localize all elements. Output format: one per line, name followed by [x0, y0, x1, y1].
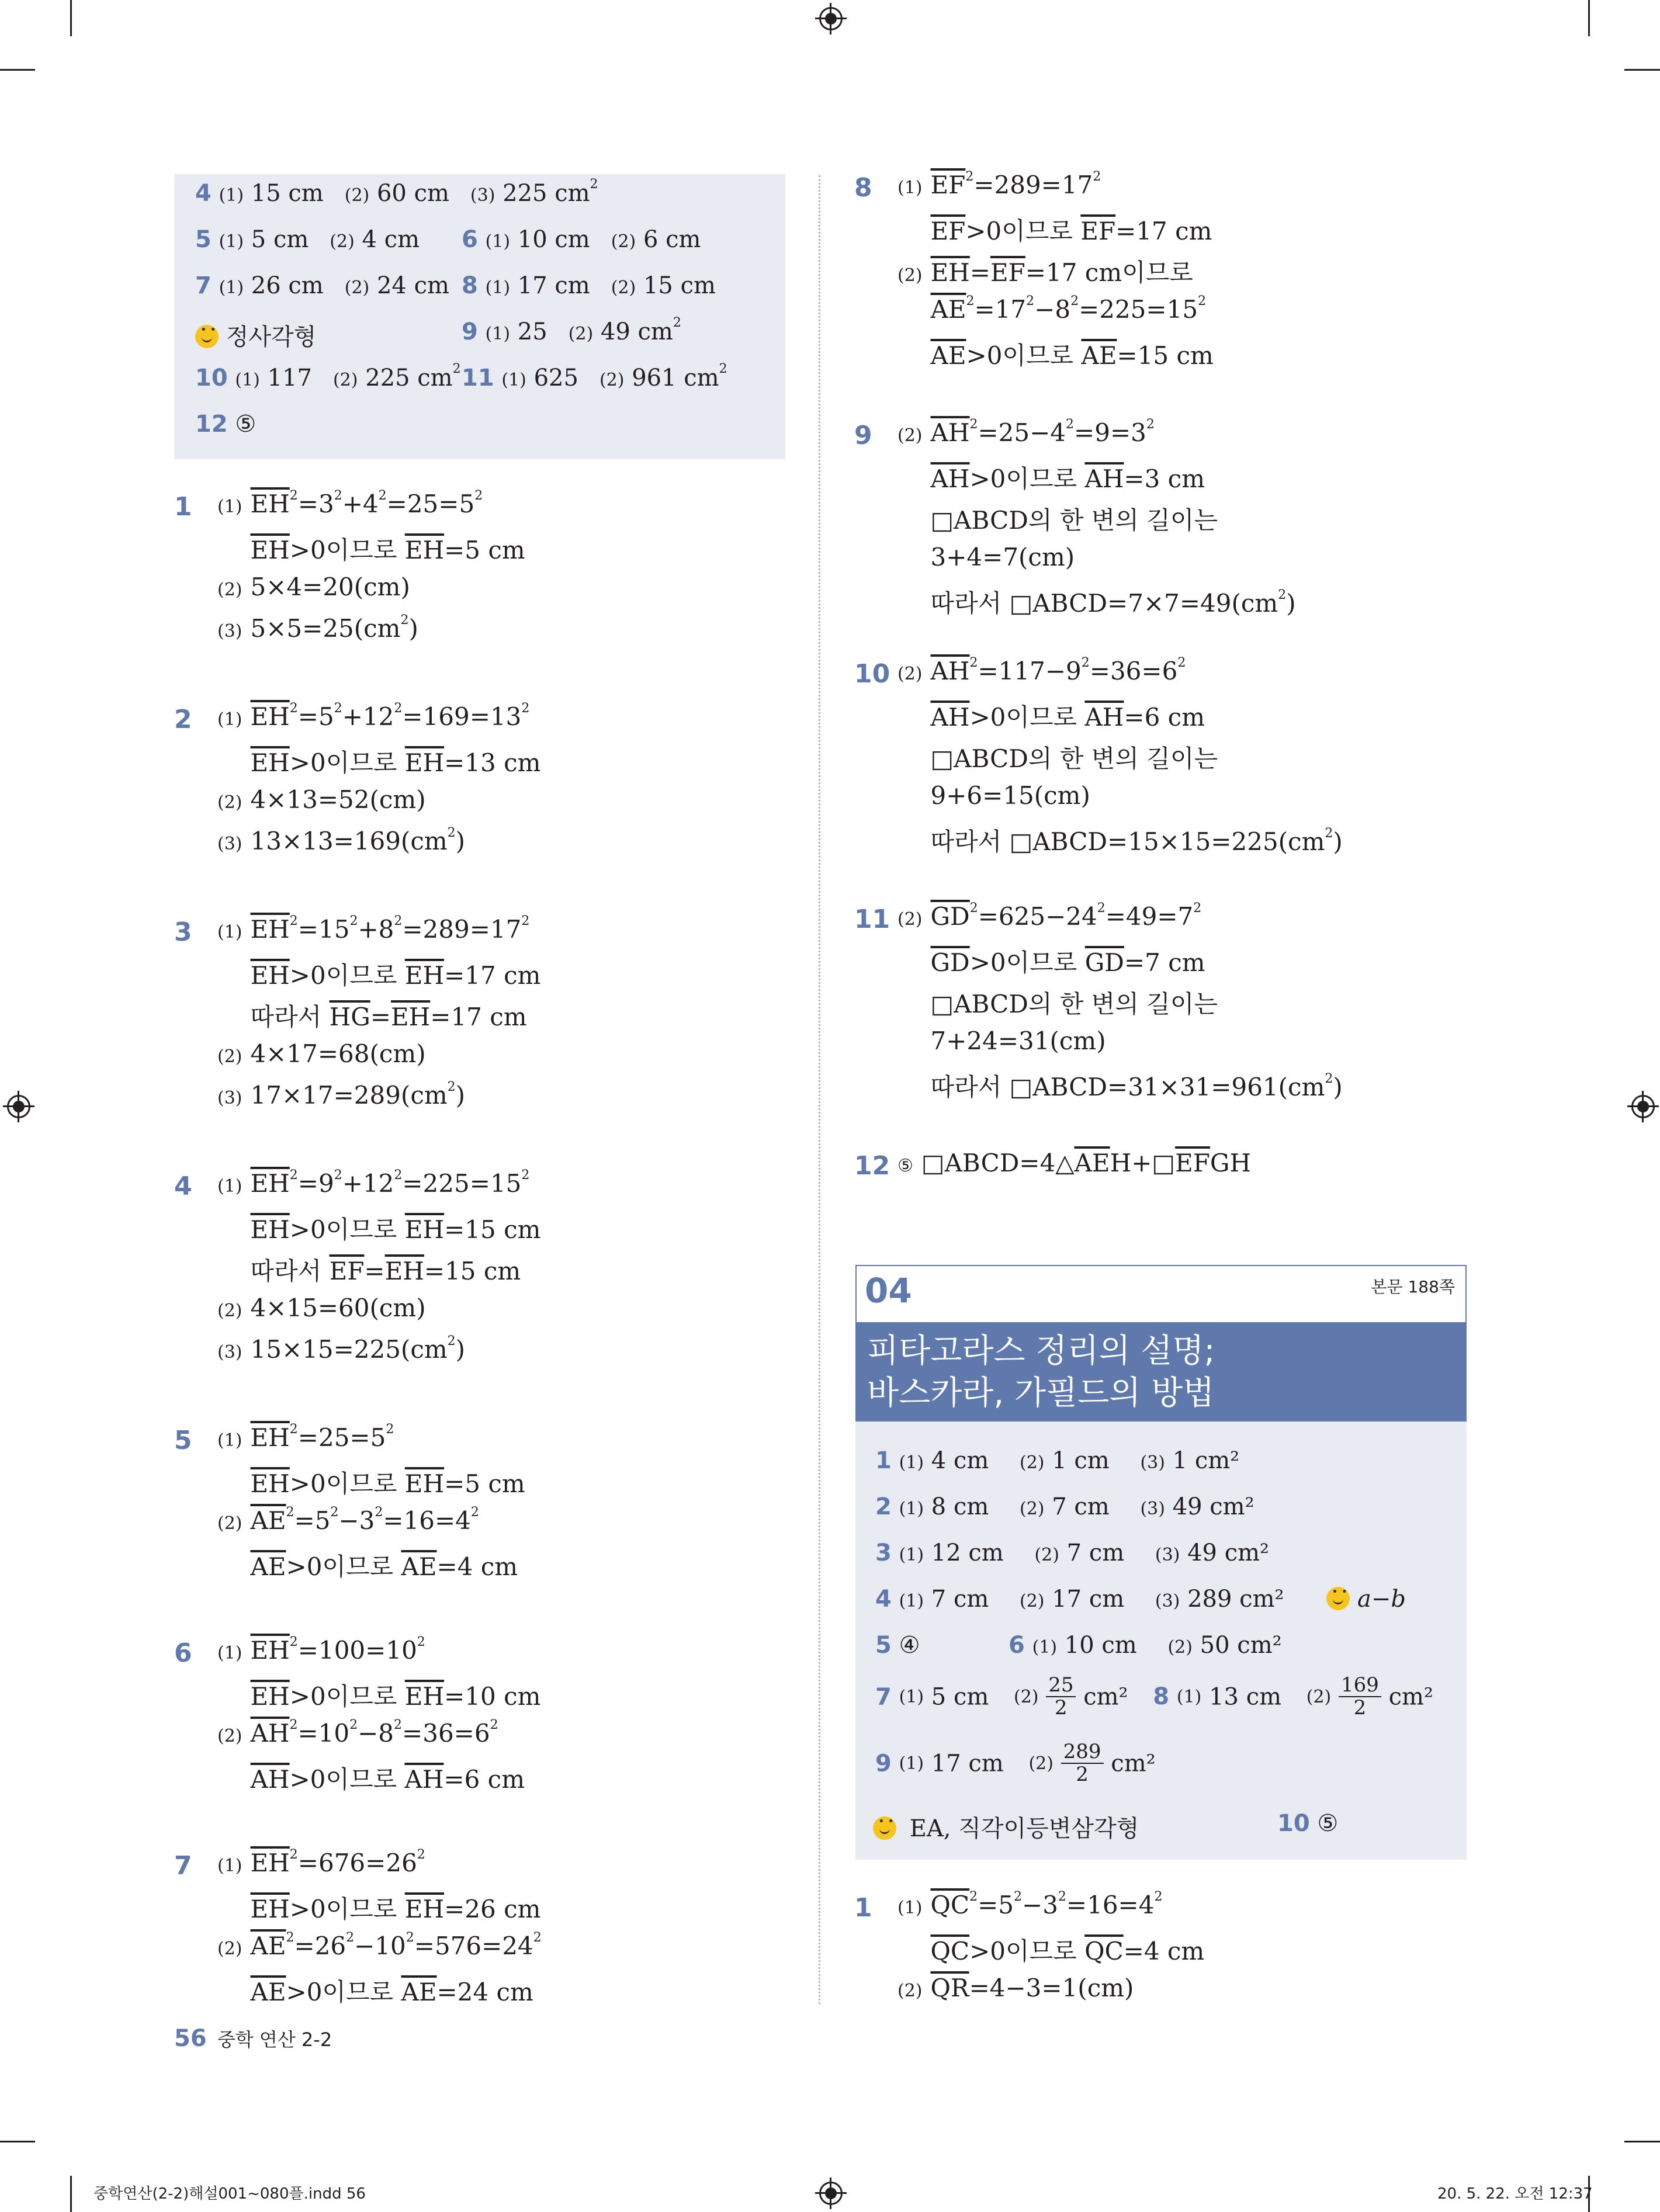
summary-row: 5 (1) 5 cm (2) 4 cm — [195, 226, 420, 253]
solution-text: 5×4=20(cm) — [250, 573, 410, 601]
solution-text: $\overline{AH}^2=25-4^2=9=3^2$ — [930, 417, 1155, 447]
solution-line — [897, 740, 1218, 775]
solution-text: $\overline{EH}=\overline{EF}=17$ cm이므로 — [930, 258, 1193, 287]
part-label: (2) — [897, 664, 923, 684]
crop-mark — [1624, 2141, 1660, 2142]
question-number: 2 — [875, 1493, 892, 1520]
question-number: 12 — [854, 1151, 890, 1181]
answer: 4 cm — [931, 1447, 989, 1474]
solution-line — [217, 1039, 426, 1068]
solution-text: □ABCD의 한 변의 길이는 — [930, 990, 1218, 1018]
solution-line — [217, 1169, 529, 1198]
answer: 6 cm — [643, 226, 701, 253]
question-number: 9 — [462, 318, 478, 345]
part-label: (2) — [217, 1301, 242, 1321]
part-label: (3) — [217, 1342, 242, 1362]
solution-text: 4×13=52(cm) — [250, 785, 426, 814]
solution-text: □ABCD의 한 변의 길이는 — [930, 506, 1218, 535]
summary-row: 6 (1) 10 cm (2) 6 cm — [462, 226, 701, 253]
solution-text: $\overline{EF}>0$이므로 $\overline{EF}=17$ cm — [930, 217, 1212, 245]
summary-row: 4 (1) 7 cm (2) 17 cm (3) 289 cm² • • a−b — [875, 1586, 1406, 1613]
section-number: 04 — [865, 1271, 912, 1310]
summary-row: 7 (1) 5 cm (2) $\frac{25}{2}$ cm² 8 (1) 13 cm (2) $\frac{169}{2}$ cm² — [875, 1673, 1433, 1720]
answer: 117 — [267, 365, 312, 391]
question-number: 12 — [195, 411, 228, 438]
part-label: (1) — [217, 1176, 242, 1197]
answer: 225 $cm^2$ — [365, 362, 461, 391]
answer: 17 cm — [931, 1750, 1004, 1777]
part-label: (2) — [897, 1981, 923, 2001]
crop-mark — [1588, 0, 1590, 36]
part-label: (1) — [217, 709, 242, 730]
solution-line — [897, 501, 1218, 536]
print-file-name: 중학연산(2-2)해설001~080플.indd 56 — [93, 2185, 366, 2203]
answer: 7 cm — [1052, 1493, 1110, 1520]
question-number: 3 — [875, 1540, 892, 1566]
part-label: (2) — [897, 265, 923, 286]
question-number: 9 — [854, 421, 872, 450]
fraction: $\frac{289}{2}$ — [1061, 1741, 1104, 1786]
part-label: (2) — [217, 1939, 242, 1959]
question-number: 10 — [854, 659, 890, 689]
solution-line — [897, 698, 1205, 733]
answer: 5 cm — [251, 226, 309, 253]
answer: 정사각형 — [226, 324, 317, 351]
solution-text: $\overline{EH}>0$이므로 $\overline{EH}=10$ cm — [250, 1682, 541, 1711]
solution-text: 따라서 $\overline{EF}=\overline{EH}=15$ cm — [250, 1257, 521, 1285]
solution-text: $\overline{EH}^2=25=5^2$ — [250, 1422, 394, 1452]
answer: 625 — [533, 365, 578, 391]
solution-line — [897, 1149, 1251, 1177]
unit: cm² — [1388, 1683, 1433, 1711]
solution-text: $\overline{AH}^2=10^2-8^2=36=6^2$ — [250, 1718, 498, 1748]
solution-line — [897, 418, 1155, 447]
solution-line — [217, 744, 540, 779]
solution-text: 7+24=31(cm) — [930, 1027, 1106, 1055]
answer: 1 cm — [1052, 1447, 1110, 1474]
part-label: (1) — [217, 1430, 242, 1451]
solution-text: $\overline{AH}^2=117-9^2=36=6^2$ — [930, 656, 1186, 685]
section-title-line: 바스카라, 가필드의 방법 — [867, 1374, 1215, 1412]
question-number: 10 — [1277, 1810, 1310, 1837]
solution-line — [897, 295, 1206, 324]
solution-line — [217, 1335, 465, 1364]
part-label: (3) — [217, 834, 242, 854]
section-page-reference: 본문 188쪽 — [1371, 1277, 1455, 1296]
registration-mark-icon — [1631, 1095, 1655, 1118]
solution-line — [217, 1548, 518, 1583]
solution-text: $\overline{AE}>0$이므로 $\overline{AE}=15$ cm — [930, 341, 1214, 370]
solution-text: 9+6=15(cm) — [930, 781, 1090, 810]
solution-text: □ABCD의 한 변의 길이는 — [930, 744, 1218, 773]
solution-line — [217, 1760, 525, 1795]
question-number: 4 — [875, 1586, 892, 1613]
solution-line — [897, 337, 1214, 372]
section-header — [855, 1265, 1467, 1323]
part-label: (1) — [897, 178, 923, 198]
solution-line — [217, 1636, 425, 1665]
summary-row: 9 (1) 25 (2) 49 $cm^2$ — [462, 315, 681, 345]
question-number: 3 — [174, 917, 192, 947]
registration-mark-icon — [819, 7, 843, 30]
solution-text: $\overline{EH}>0$이므로 $\overline{EH}=15$ cm — [250, 1215, 541, 1244]
solution-text: $\overline{EH}>0$이므로 $\overline{EH}=26$ cm — [250, 1895, 541, 1923]
summary-row — [1277, 1810, 1338, 1837]
solution-text: $\overline{GD}>0$이므로 $\overline{GD}=7$ cm — [930, 948, 1205, 977]
part-label: (2) — [217, 1513, 242, 1534]
unit: cm² — [1083, 1683, 1128, 1711]
answer: 12 cm — [931, 1540, 1004, 1566]
answer: 49 cm² — [1187, 1540, 1270, 1566]
solution-line — [897, 985, 1218, 1020]
answer: 24 cm — [376, 272, 449, 299]
question-number: 7 — [174, 1851, 192, 1881]
registration-mark-icon — [7, 1095, 30, 1118]
part-label: (2) — [217, 792, 242, 813]
part-label: (3) — [217, 621, 242, 642]
solution-text: $\overline{QC}>0$이므로 $\overline{QC}=4$ cm — [930, 1937, 1205, 1965]
summary-row — [195, 411, 256, 438]
crop-mark — [0, 69, 35, 71]
solution-text: $\overline{EH}^2=9^2+12^2=225=15^2$ — [250, 1168, 530, 1198]
summary-row: 6 (1) 10 cm (2) 50 cm² — [1009, 1632, 1282, 1659]
question-number: 11 — [854, 904, 890, 934]
answer-summary-box — [174, 174, 785, 459]
answer: ⑤ — [235, 411, 257, 438]
solution-text: $\overline{AE}>0$이므로 $\overline{AE}=24$ cm — [250, 1978, 533, 2006]
part-label: (2) — [897, 909, 923, 930]
crop-mark — [0, 2141, 35, 2142]
solution-line — [217, 1252, 521, 1287]
solution-text: $\overline{AE}^2=26^2-10^2=576=24^2$ — [250, 1930, 542, 1960]
part-label: (2) — [217, 1046, 242, 1067]
solution-text: $17\times 17=289(cm^2)$ — [250, 1080, 466, 1110]
solution-text: 4×15=60(cm) — [250, 1294, 426, 1322]
solution-line — [897, 1891, 1162, 1919]
section-title-line: 피타고라스 정리의 설명; — [867, 1332, 1215, 1370]
answer: 49 cm² — [1172, 1493, 1254, 1520]
question-number: 1 — [854, 1893, 872, 1923]
solution-text: $\overline{EH}>0$이므로 $\overline{EH}=5$ cm — [250, 1469, 525, 1498]
smile-icon — [873, 1816, 896, 1840]
solution-line — [217, 1506, 479, 1535]
solution-text: $\overline{EH}^2=5^2+12^2=169=13^2$ — [250, 701, 530, 731]
answer: 4 cm — [362, 226, 420, 253]
solution-line — [897, 1932, 1204, 1967]
solution-text: 따라서 $\overline{HG}=\overline{EH}=17$ cm — [250, 1003, 527, 1031]
solution-line — [217, 998, 527, 1033]
solution-text: $\overline{QR}=4-3=1(cm)$ — [930, 1974, 1134, 2002]
part-label: ⑤ — [897, 1156, 913, 1176]
smile-icon — [195, 325, 219, 348]
solution-text: $\overline{AH}>0$이므로 $\overline{AH}=6$ cm — [930, 703, 1205, 731]
solution-line — [217, 1719, 498, 1748]
solution-text: $\overline{EH}>0$이므로 $\overline{EH}=5$ cm — [250, 536, 525, 564]
part-label: (3) — [217, 1088, 242, 1108]
part-label: (1) — [897, 1898, 923, 1918]
solution-line — [217, 573, 410, 601]
question-number: 5 — [875, 1632, 892, 1659]
crop-mark — [70, 0, 72, 36]
solution-text: $\overline{AH}>0$이므로 $\overline{AH}=6$ cm — [250, 1765, 525, 1794]
solution-line — [897, 1027, 1106, 1055]
answer: 25 — [517, 318, 547, 345]
answer: 26 cm — [251, 272, 324, 299]
solution-line — [217, 1677, 540, 1712]
solution-text: $\overline{QC}^2=5^2-3^2=16=4^2$ — [930, 1889, 1163, 1919]
solution-line — [897, 584, 1296, 619]
question-number: 1 — [174, 492, 192, 522]
smile-icon — [1326, 1587, 1350, 1610]
question-number: 4 — [174, 1171, 192, 1201]
crop-mark — [70, 2176, 72, 2212]
answer: ⑤ — [1317, 1810, 1339, 1837]
solution-line — [217, 490, 483, 518]
part-label: (2) — [217, 1726, 242, 1746]
solution-text: $\overline{AE}^2=5^2-3^2=16=4^2$ — [250, 1505, 479, 1535]
question-number: 5 — [195, 226, 212, 253]
solution-line — [897, 1974, 1134, 2002]
answer: 13 cm — [1209, 1683, 1282, 1711]
solution-line — [897, 781, 1090, 810]
question-number: 7 — [195, 272, 212, 299]
crop-mark — [1624, 69, 1660, 71]
solution-line — [217, 956, 540, 991]
answer: 961 $cm^2$ — [632, 362, 727, 391]
solution-text: $\overline{AH}>0$이므로 $\overline{AH}=3$ cm — [930, 464, 1205, 493]
solution-text: 3+4=7(cm) — [930, 543, 1075, 571]
solution-text: $\overline{EH}^2=3^2+4^2=25=5^2$ — [250, 488, 483, 518]
question-number: 8 — [1153, 1683, 1170, 1711]
solution-line — [217, 1890, 540, 1925]
answer: 50 cm² — [1200, 1632, 1282, 1659]
solution-line — [897, 1068, 1343, 1103]
solution-line — [217, 1081, 465, 1110]
solution-line — [217, 614, 418, 643]
registration-mark-icon — [819, 2182, 843, 2205]
page-number: 56 — [174, 2025, 207, 2052]
summary-row: 3 (1) 12 cm (2) 7 cm (3) 49 cm² — [875, 1540, 1270, 1566]
solution-text: $13\times 13=169(cm^2)$ — [250, 826, 466, 855]
answer: 17 cm — [1052, 1586, 1125, 1613]
solution-text: 따라서 $□ABCD=7\times 7=49(cm^2)$ — [930, 588, 1296, 618]
solution-line — [217, 1423, 394, 1452]
summary-row: 4 (1) 15 cm (2) 60 cm (3) 225 $cm^2$ — [195, 177, 598, 207]
answer: 5 cm — [931, 1683, 989, 1711]
page-footer — [174, 2025, 332, 2052]
question-number: 5 — [174, 1426, 192, 1455]
part-label: (1) — [217, 497, 242, 517]
summary-row: 7 (1) 26 cm (2) 24 cm — [195, 272, 449, 299]
solution-line — [217, 1211, 540, 1246]
solution-text: $\overline{EH}^2=676=26^2$ — [250, 1847, 425, 1877]
solution-line — [217, 702, 529, 731]
print-date: 20. 5. 22. 오전 12:37 — [1437, 2185, 1593, 2203]
question-number: 8 — [854, 173, 872, 203]
answer: EA, 직각이등변삼각형 — [909, 1815, 1139, 1842]
summary-row: 11 (1) 625 (2) 961 $cm^2$ — [462, 362, 727, 391]
solution-text: $15\times 15=225(cm^2)$ — [250, 1334, 466, 1364]
answer: 1 cm² — [1172, 1447, 1240, 1474]
solution-line — [897, 460, 1205, 495]
column-divider — [819, 175, 820, 2004]
answer: 7 cm — [931, 1586, 989, 1613]
solution-line — [897, 944, 1205, 979]
question-number: 9 — [875, 1750, 892, 1777]
solution-text: $\overline{EH}>0$이므로 $\overline{EH}=13$ cm — [250, 748, 541, 777]
solution-text: 4×17=68(cm) — [250, 1039, 426, 1068]
question-number: 4 — [195, 180, 212, 207]
solution-text: $\overline{GD}^2=625-24^2=49=7^2$ — [930, 901, 1202, 931]
book-title: 중학 연산 2-2 — [217, 2029, 332, 2051]
solution-line — [217, 1294, 426, 1322]
summary-row — [875, 1632, 920, 1659]
solution-text: $\overline{EF}^2=289=17^2$ — [930, 169, 1101, 199]
solution-text: $□ABCD=4\triangle\overline{AE}H+□\overline{EF}GH$ — [921, 1149, 1252, 1177]
solution-line — [217, 1932, 542, 1960]
question-number: 2 — [174, 705, 192, 734]
solution-line — [217, 827, 465, 855]
solution-text: $\overline{AE}^2=17^2-8^2=225=15^2$ — [930, 294, 1207, 324]
answer: ④ — [899, 1632, 920, 1659]
solution-line — [897, 902, 1201, 931]
solution-line — [217, 915, 529, 944]
question-number: 1 — [875, 1447, 892, 1474]
summary-row — [195, 318, 316, 352]
solution-line — [217, 1849, 425, 1877]
answer: 60 cm — [376, 180, 449, 207]
section-title — [855, 1322, 1467, 1421]
solution-line — [217, 1465, 525, 1500]
answer: 8 cm — [931, 1493, 989, 1520]
answer: 15 cm — [643, 272, 716, 299]
summary-row: 9 (1) 17 cm (2) $\frac{289}{2}$ cm² — [875, 1740, 1156, 1787]
answer: 15 cm — [251, 180, 324, 207]
unit: cm² — [1111, 1750, 1156, 1777]
question-number: 6 — [174, 1638, 192, 1668]
solution-line — [217, 531, 525, 566]
solution-line — [897, 823, 1343, 858]
solution-line — [897, 657, 1186, 685]
answer: 49 $cm^2$ — [600, 315, 681, 345]
question-number: 6 — [462, 226, 478, 253]
question-number: 10 — [195, 365, 228, 391]
part-label: (1) — [217, 1856, 242, 1876]
question-number: 8 — [462, 272, 478, 299]
solution-text: $\overline{EH}^2=15^2+8^2=289=17^2$ — [250, 914, 530, 944]
answer: 17 cm — [517, 272, 590, 299]
solution-text: $5\times 5=25(cm^2)$ — [250, 613, 418, 643]
solution-line — [897, 543, 1075, 571]
solution-text: 따라서 $□ABCD=31\times 31=961(cm^2)$ — [930, 1072, 1343, 1101]
summary-row — [873, 1810, 1139, 1843]
summary-row: 8 (1) 17 cm (2) 15 cm — [462, 272, 716, 299]
summary-row: 2 (1) 8 cm (2) 7 cm (3) 49 cm² — [875, 1493, 1254, 1520]
solution-text: $\overline{AE}>0$이므로 $\overline{AE}=4$ cm — [250, 1552, 518, 1581]
part-label: (1) — [217, 1643, 242, 1663]
answer: 7 cm — [1066, 1540, 1125, 1566]
fraction: $\frac{169}{2}$ — [1339, 1674, 1381, 1719]
solution-line — [217, 1973, 533, 2008]
summary-row: 1 (1) 4 cm (2) 1 cm (3) 1 cm² — [875, 1447, 1240, 1474]
part-label: (1) — [217, 922, 242, 942]
question-number: 6 — [1009, 1632, 1025, 1659]
solution-line — [897, 212, 1212, 247]
fraction: $\frac{25}{2}$ — [1046, 1674, 1076, 1719]
answer: 10 cm — [517, 226, 590, 253]
part-label: (2) — [217, 580, 242, 600]
solution-text: $\overline{EH}>0$이므로 $\overline{EH}=17$ cm — [250, 961, 541, 990]
solution-line — [897, 171, 1101, 199]
answer: 289 cm² — [1187, 1586, 1284, 1613]
summary-row: 10 (1) 117 (2) 225 $cm^2$ — [195, 362, 461, 391]
answer: a−b — [1357, 1586, 1406, 1613]
solution-line — [897, 254, 1193, 289]
solution-line — [217, 785, 426, 814]
solution-text: $\overline{EH}^2=100=10^2$ — [250, 1635, 425, 1665]
question-number: 7 — [875, 1683, 892, 1711]
answer: 225 $cm^2$ — [502, 177, 598, 207]
part-label: (2) — [897, 425, 923, 446]
answer: 10 cm — [1064, 1632, 1137, 1659]
solution-text: 따라서 $□ABCD=15\times 15=225(cm^2)$ — [930, 826, 1343, 856]
question-number: 11 — [462, 365, 494, 391]
